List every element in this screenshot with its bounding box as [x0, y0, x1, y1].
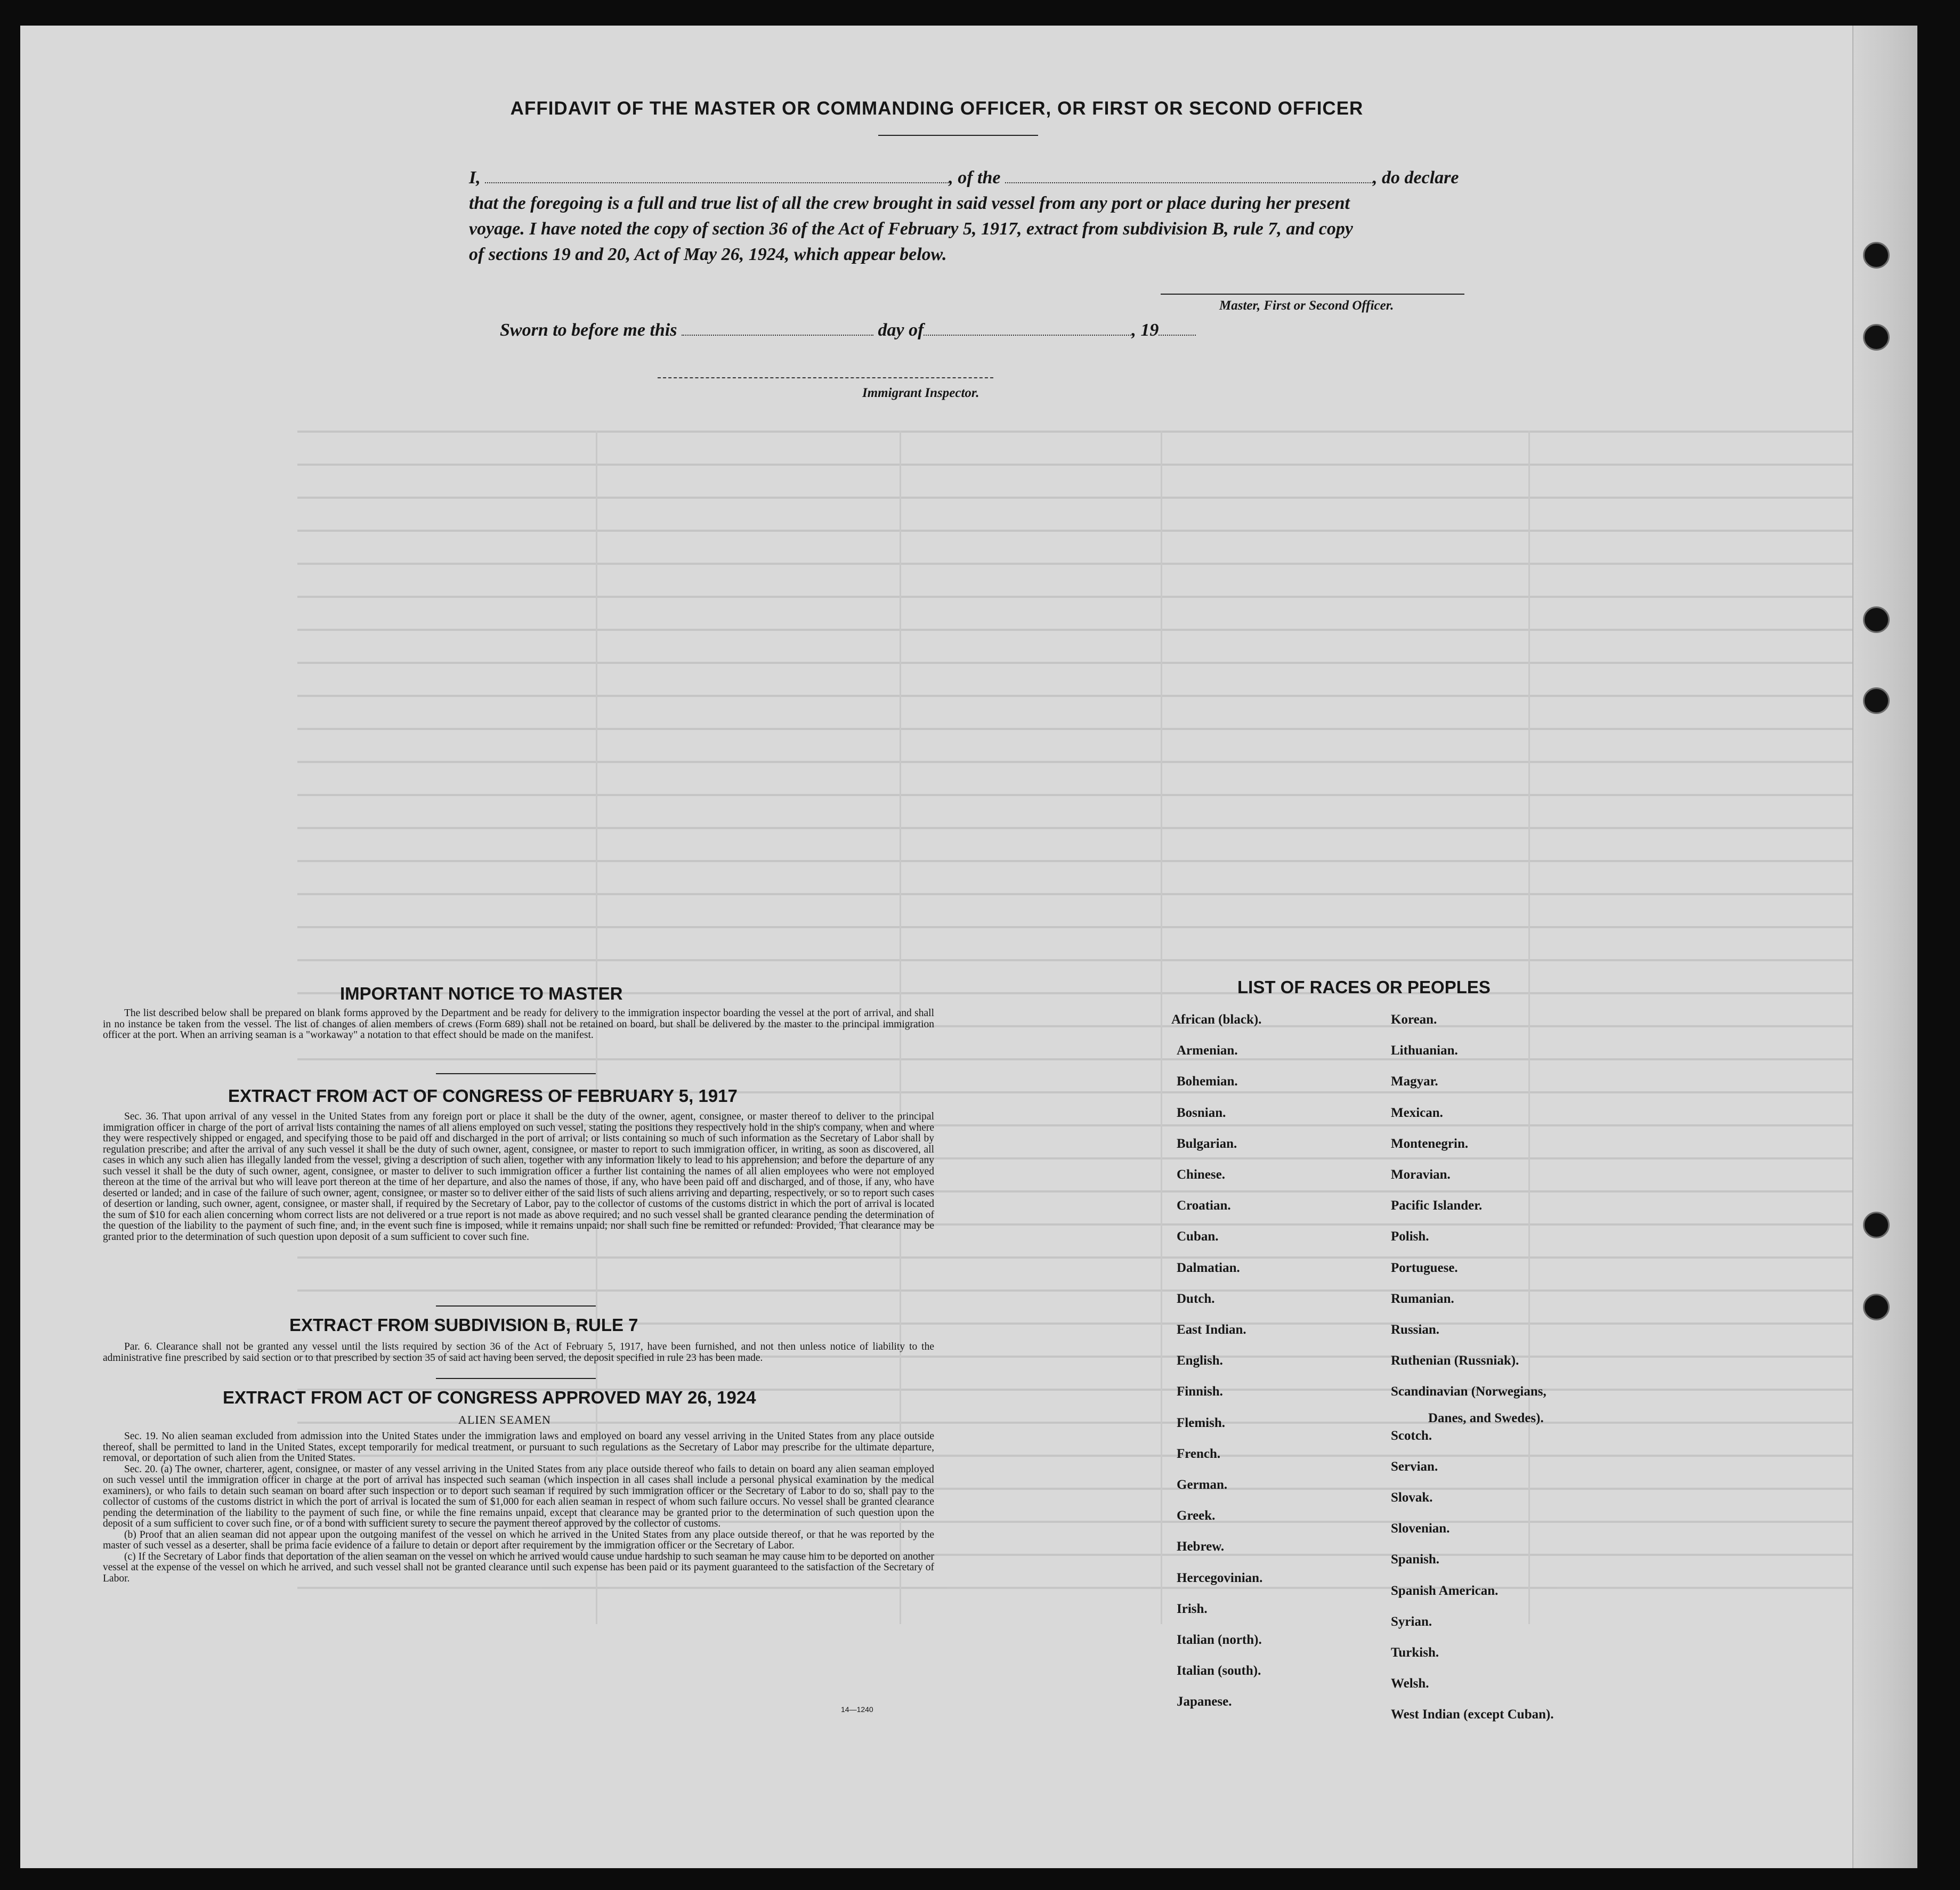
- race-item: English.: [1177, 1353, 1223, 1368]
- race-item: Slovak.: [1391, 1490, 1433, 1505]
- sworn-line: [500, 318, 1246, 343]
- race-item: African (black).: [1171, 1012, 1262, 1027]
- affidavit-line-3: voyage. I have noted the copy of section 36 of the Act of February 5, 1917, extract from subdivision B, rule 7, and copy: [469, 219, 1353, 239]
- race-item: Bulgarian.: [1177, 1137, 1237, 1151]
- sec-19-paragraph: Sec. 19. No alien seaman excluded from admission into the United States under the immigration laws and employed on board any vessel arriving in the United States from any place outside thereof, shall be permitted to land in the United States, except temporarily for medical treatment, or pursuant to such regulations as the Secretary of Labor may prescribe for the ultimate departure, removal, or deportation of such alien from the United States.: [103, 1431, 934, 1464]
- race-item: Danes, and Swedes).: [1428, 1411, 1544, 1425]
- race-item: Cuban.: [1177, 1229, 1219, 1244]
- rule7-text: [103, 1342, 934, 1364]
- race-item: Spanish American.: [1391, 1584, 1499, 1598]
- notice-title: IMPORTANT NOTICE TO MASTER: [340, 984, 623, 1003]
- race-item: Italian (south).: [1177, 1664, 1261, 1678]
- extract-1924-text: [103, 1431, 934, 1584]
- affidavit-line-2: that the foregoing is a full and true list of all the crew brought in said vessel from any port or place during her present: [469, 193, 1350, 213]
- sworn-month-field[interactable]: [924, 320, 1131, 336]
- race-item: Chinese.: [1177, 1167, 1225, 1182]
- sworn-year-field[interactable]: [1159, 320, 1196, 336]
- race-item: Dalmatian.: [1177, 1261, 1240, 1275]
- race-item: West Indian (except Cuban).: [1391, 1707, 1554, 1722]
- race-item: Irish.: [1177, 1602, 1208, 1616]
- race-item: Finnish.: [1177, 1384, 1223, 1399]
- master-caption: Master, First or Second Officer.: [1219, 298, 1394, 313]
- punch-hole: [1863, 606, 1890, 633]
- race-item: Japanese.: [1177, 1694, 1232, 1709]
- race-item: Bohemian.: [1177, 1074, 1238, 1089]
- alien-seamen-subtitle: ALIEN SEAMEN: [458, 1413, 551, 1426]
- race-item: Italian (north).: [1177, 1633, 1262, 1647]
- sworn-label: Sworn to before me this: [500, 320, 677, 340]
- title-divider: [878, 135, 1038, 136]
- race-item: Servian.: [1391, 1459, 1438, 1474]
- race-item: French.: [1177, 1447, 1221, 1461]
- year-label: , 19: [1131, 320, 1159, 340]
- do-declare-label: , do declare: [1373, 168, 1459, 188]
- race-item: Moravian.: [1391, 1167, 1451, 1182]
- race-item: Dutch.: [1177, 1292, 1215, 1306]
- section-36-paragraph: Sec. 36. That upon arrival of any vessel in the United States from any foreign port or place it shall be the duty of the owner, agent, consignee, or master thereof to deliver to the principal immigration officer in charge of the port of arrival lists containing the names of all aliens employed on such vessel, stating the positions they respectively hold in the ship's company, when and where they were respectively shipped or engaged, and specifying those to be paid off and discharged in the port of arrival; or lists containing so much of such information as the Secretary of Labor shall by regulation prescribe; and after the arrival of any such vessel it shall be the duty of such owner, agent, consignee, or master to report to such immigration officer, in writing, as soon as discovered, all cases in which any such alien has illegally landed from the vessel, giving a description of such alien, together with any information likely to lead to his apprehension; and before the departure of any such vessel it shall be the duty of such owner, agent, consignee, or master to deliver to such immigration officer a further list containing the names of all alien employees who were not employed thereon at the time of the arrival but who will leave port thereon at the time of her departure, and also the names of those, if any, who have been paid off and discharged, and of those, if any, who have deserted or landed; and in case of the failure of such owner, agent, consignee, or master so to deliver either of the said lists of such aliens arriving and departing, respectively, or so to report such cases of desertion or landing, such owner, agent, consignee, or master shall, if required by the Secretary of Labor, pay to the collector of customs of the customs district in which the port of arrival is located the sum of $10 for each alien concerning whom correct lists are not delivered or a true report is not made as above required; and no such vessel shall be granted clearance pending the determination of the question of the liability to the payment of such fine, and, in the event such fine is imposed, while it remains unpaid; nor shall such fine be remitted or refunded: Provided, That clearance may be granted prior to the determination of such question upon deposit of a sum sufficient to cover such fine.: [103, 1111, 934, 1243]
- master-signature-line[interactable]: [1161, 294, 1464, 295]
- affidavit-title: AFFIDAVIT OF THE MASTER OR COMMANDING OFFICER, OR FIRST OR SECOND OFFICER: [510, 98, 1364, 119]
- race-item: Portuguese.: [1391, 1261, 1458, 1275]
- vessel-field[interactable]: [1005, 167, 1373, 183]
- rule7-divider: [436, 1378, 596, 1379]
- inspector-caption: Immigrant Inspector.: [862, 386, 979, 400]
- race-item: Syrian.: [1391, 1615, 1432, 1629]
- race-item: Polish.: [1391, 1229, 1429, 1244]
- race-item: Rumanian.: [1391, 1292, 1454, 1306]
- race-item: Turkish.: [1391, 1645, 1439, 1660]
- race-item: Croatian.: [1177, 1198, 1231, 1213]
- race-item: Hebrew.: [1177, 1539, 1225, 1554]
- notice-text: [103, 1008, 934, 1041]
- sec-20a-paragraph: Sec. 20. (a) The owner, charterer, agent, consignee, or master of any vessel arriving in the United States from any place outside thereof who fails to detain on board any alien seaman employed on such vessel until the immigration officer in charge at the port of arrival has inspected such seaman (which inspection in all cases shall include a personal physical examination by the medical examiners), or who fails to detain such seaman on board after such inspection or to deport such seaman if required by such immigration officer or the Secretary of Labor to do so, shall pay to the collector of customs of the customs district in which the port of arrival is located the sum of $1,000 for each alien seaman in respect of whom such failure occurs. No vessel shall be granted clearance pending the determination of the liability to the payment of such fine, or while the fine remains unpaid, except that clearance may be granted prior to the determination of such question upon the deposit of a sum sufficient to cover such fine, or of a bond with sufficient surety to secure the payment thereof approved by the collector of customs.: [103, 1463, 934, 1529]
- race-item: Pacific Islander.: [1391, 1198, 1483, 1213]
- par-6-paragraph: Par. 6. Clearance shall not be granted any vessel until the lists required by section 36 of the Act of February 5, 1917, have been furnished, and not then unless notice of liability to the administrative fine prescribed by said section or to that prescribed by section 35 of said act having been served, the deposit specified in rule 23 has been made.: [103, 1341, 934, 1364]
- punch-hole: [1863, 687, 1890, 714]
- race-item: East Indian.: [1177, 1323, 1246, 1337]
- races-title: LIST OF RACES OR PEOPLES: [1237, 977, 1491, 997]
- affidavit-body: [469, 165, 1519, 267]
- race-item: Ruthenian (Russniak).: [1391, 1353, 1519, 1368]
- race-item: Korean.: [1391, 1012, 1437, 1027]
- race-item: Scandinavian (Norwegians,: [1391, 1384, 1546, 1399]
- race-item: Welsh.: [1391, 1676, 1429, 1691]
- race-item: Scotch.: [1391, 1429, 1432, 1443]
- sworn-day-field[interactable]: [682, 320, 873, 336]
- punch-hole: [1863, 1294, 1890, 1320]
- race-item: Magyar.: [1391, 1074, 1438, 1089]
- extract-1917-divider: [436, 1305, 596, 1307]
- page-edge: [1852, 26, 1917, 1868]
- inspector-signature-line[interactable]: [658, 377, 993, 378]
- race-item: German.: [1177, 1478, 1228, 1492]
- sec-20b-paragraph: (b) Proof that an alien seaman did not appear upon the outgoing manifest of the vessel on which he arrived in the United States from any place outside thereof, or that he was reported by the master of such vessel as a deserter, shall be prima facie evidence of a failure to detain or deport after requirement by the immigration officer or the Secretary of Labor.: [103, 1529, 934, 1551]
- extract-1917-text: [103, 1112, 934, 1243]
- race-item: Montenegrin.: [1391, 1137, 1469, 1151]
- punch-hole: [1863, 324, 1890, 351]
- i-label: I,: [469, 168, 481, 188]
- name-field[interactable]: [485, 167, 949, 183]
- race-item: Mexican.: [1391, 1106, 1443, 1120]
- extract-1924-title: EXTRACT FROM ACT OF CONGRESS APPROVED MAY 26, 1924: [223, 1388, 756, 1407]
- extract-1917-title: EXTRACT FROM ACT OF CONGRESS OF FEBRUARY 5, 1917: [228, 1086, 738, 1106]
- race-item: Russian.: [1391, 1323, 1440, 1337]
- document-sheet: [20, 26, 1917, 1868]
- day-of-label: day of: [878, 320, 924, 340]
- form-number: 14—1240: [841, 1705, 873, 1714]
- punch-hole: [1863, 1212, 1890, 1238]
- race-item: Armenian.: [1177, 1043, 1238, 1058]
- sec-20c-paragraph: (c) If the Secretary of Labor finds that deportation of the alien seaman on the vessel on which he arrived would cause undue hardship to such seaman he may cause him to be deported on another vessel at the expense of the vessel on which he arrived, and such vessel shall not be granted clearance until such expense has been paid or its payment guaranteed to the satisfaction of the Secretary of Labor.: [103, 1551, 934, 1584]
- of-the-label: , of the: [949, 168, 1001, 188]
- notice-divider: [436, 1073, 596, 1074]
- affidavit-line-4: of sections 19 and 20, Act of May 26, 1924, which appear below.: [469, 245, 947, 264]
- rule7-title: EXTRACT FROM SUBDIVISION B, RULE 7: [289, 1315, 638, 1335]
- race-item: Hercegovinian.: [1177, 1571, 1263, 1585]
- race-item: Slovenian.: [1391, 1521, 1450, 1536]
- race-item: Spanish.: [1391, 1552, 1440, 1567]
- declaration-line: [469, 165, 1519, 191]
- race-item: Greek.: [1177, 1508, 1216, 1523]
- punch-hole: [1863, 242, 1890, 269]
- race-item: Bosnian.: [1177, 1106, 1226, 1120]
- race-item: Flemish.: [1177, 1416, 1225, 1430]
- race-item: Lithuanian.: [1391, 1043, 1458, 1058]
- notice-paragraph: The list described below shall be prepared on blank forms approved by the Department and be ready for delivery to the immigration inspector boarding the vessel at the port of arrival, and shall in no instance be taken from the vessel. The list of changes of alien members of crews (Form 689) shall not be retained on board, but shall be delivered by the master to the principal immigration officer at the port. When an arriving seaman is a "workaway" a notation to that effect should be made on the manifest.: [103, 1008, 934, 1041]
